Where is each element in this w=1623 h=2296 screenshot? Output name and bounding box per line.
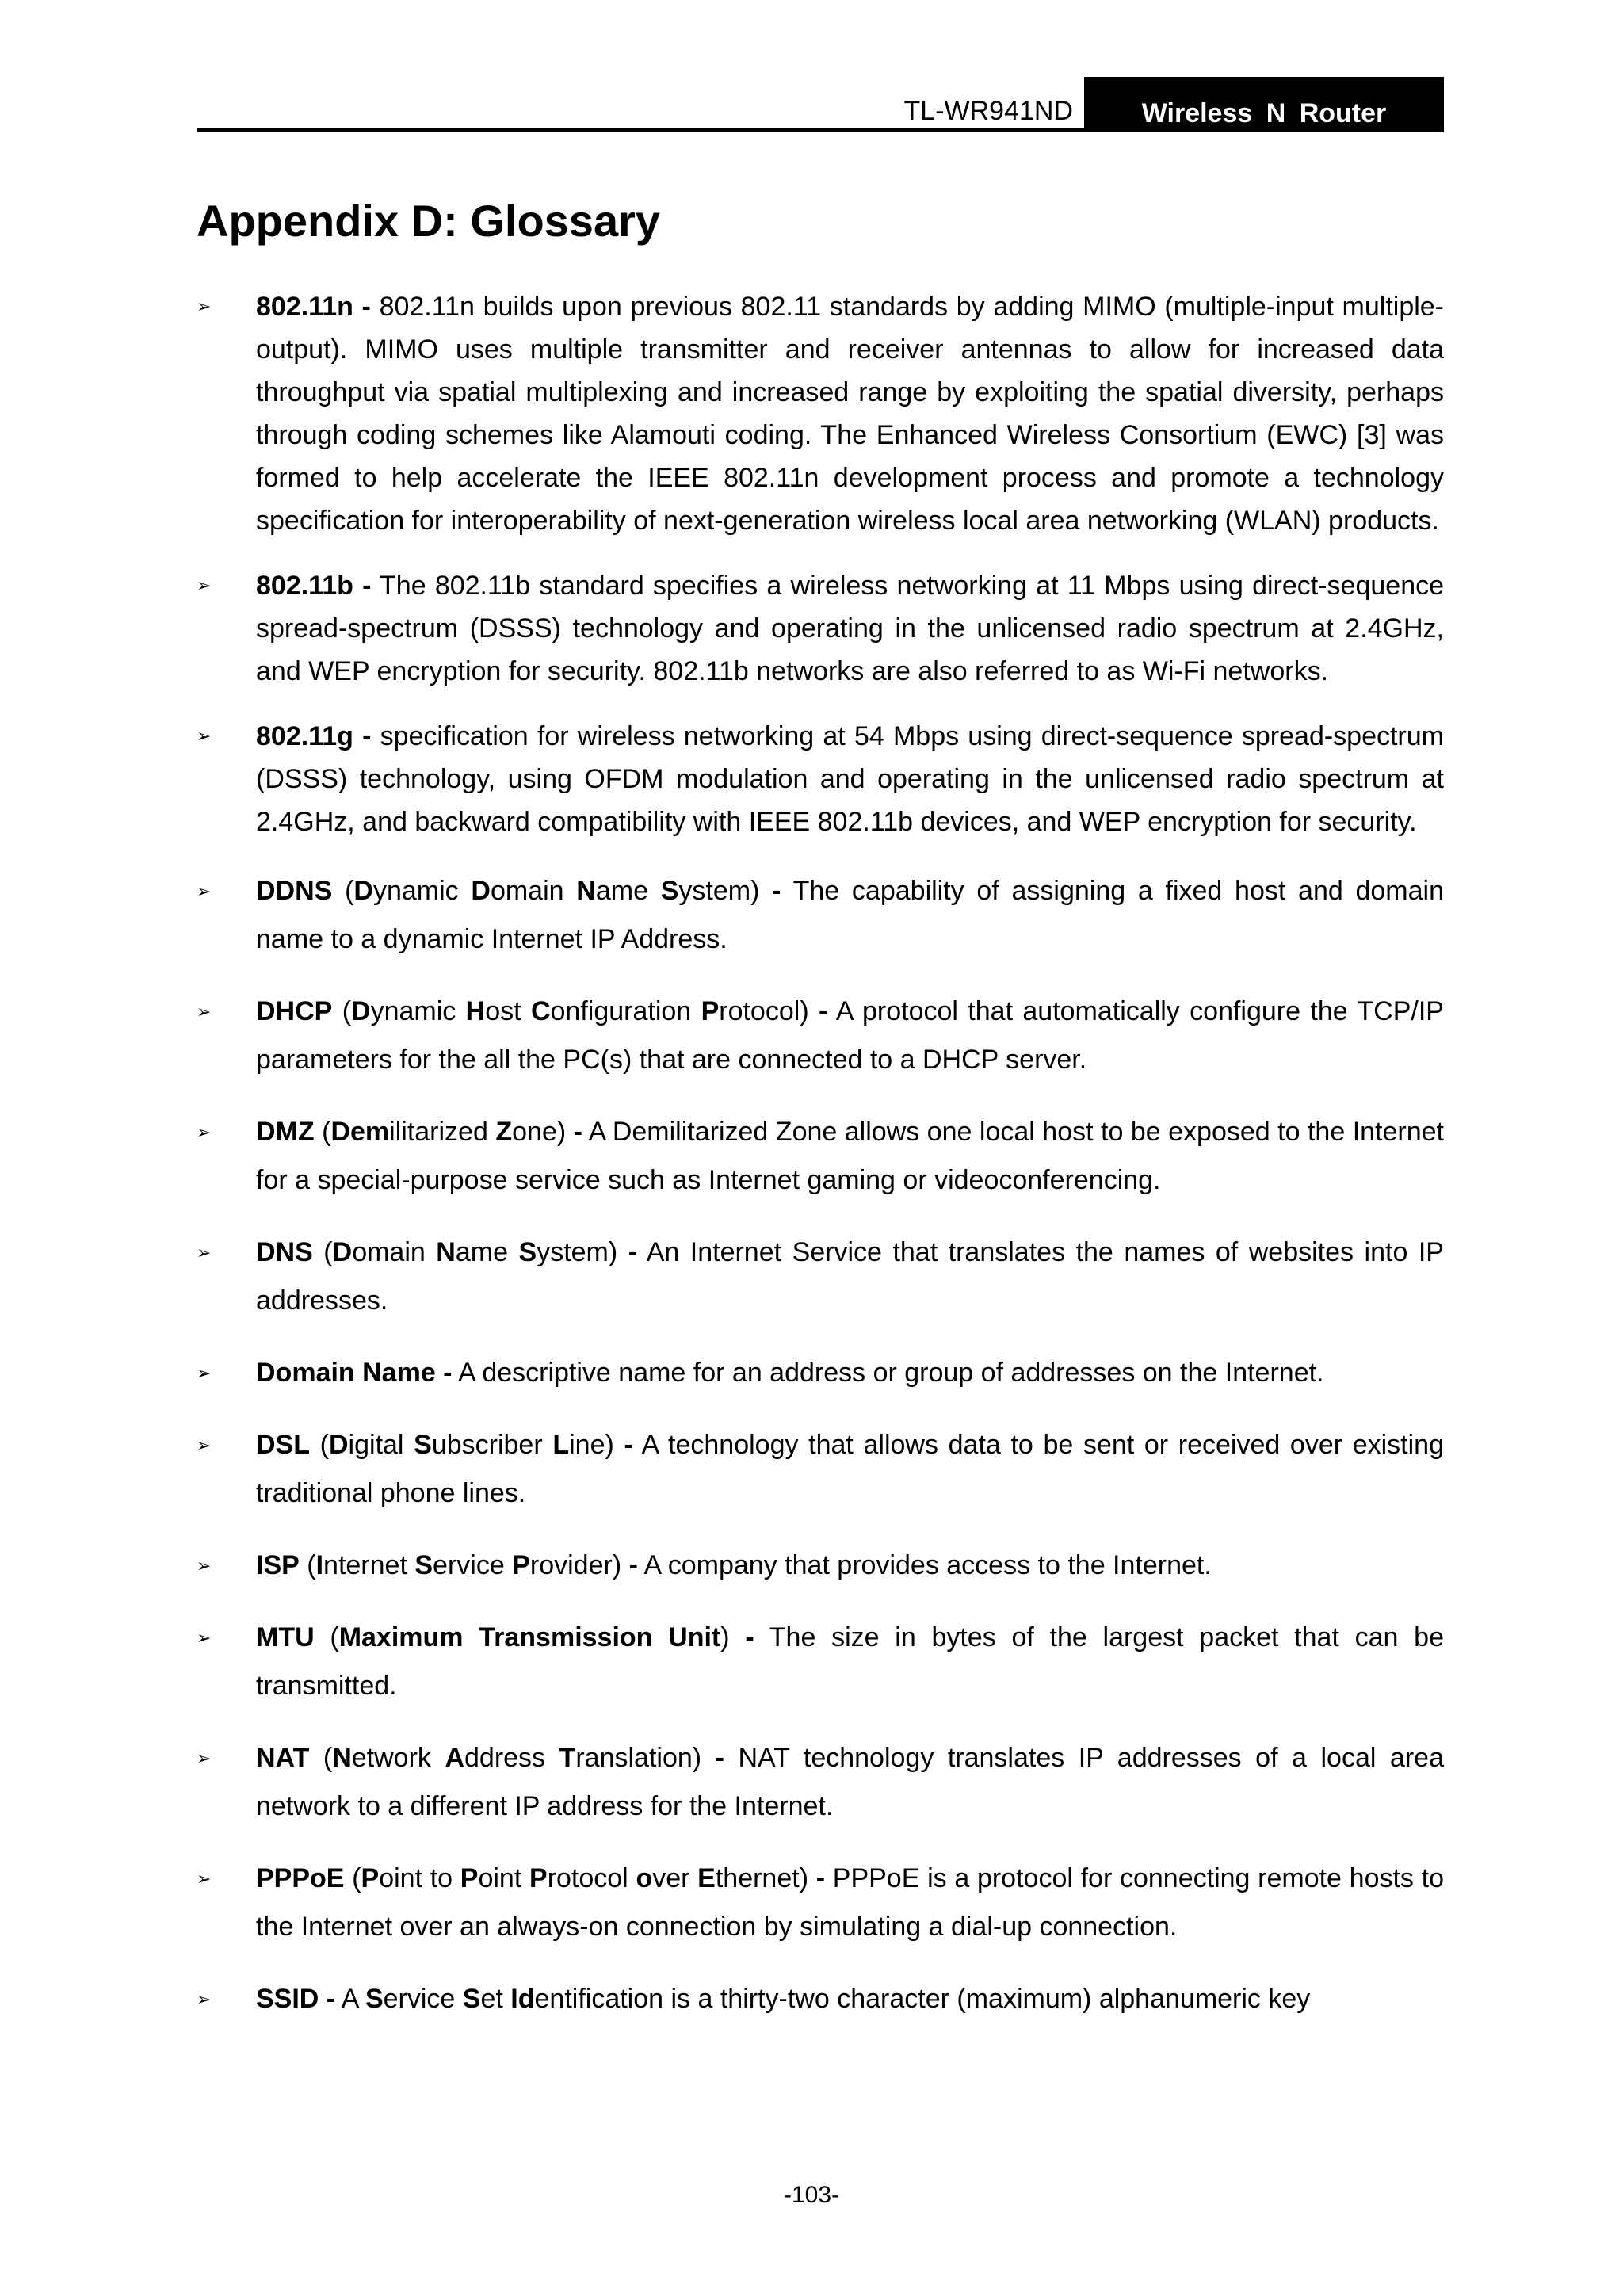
bullet-arrow-icon: ➢ — [197, 1243, 212, 1263]
definition: A descriptive name for an address or group of addresses on the Internet. — [458, 1358, 1324, 1388]
page-title: Appendix D: Glossary — [197, 196, 661, 246]
term: Domain Name - — [256, 1358, 453, 1388]
glossary-entry: ➢ DSL (Digital Subscriber Line) - A technology that allows data to be sent or received over existing traditional phone lines. — [197, 1421, 1444, 1518]
definition: A technology that allows data to be sent or received over existing traditional phone lines. — [256, 1430, 1445, 1508]
term: SSID - — [256, 1984, 336, 2014]
bullet-arrow-icon: ➢ — [197, 1122, 212, 1142]
term: DHCP — [256, 996, 333, 1026]
definition: An Internet Service that translates the names of websites into IP addresses. — [256, 1237, 1444, 1316]
page-number: -103- — [783, 2182, 840, 2208]
definition: 802.11n builds upon previous 802.11 standards by adding MIMO (multiple-input multiple-output). MIMO uses multiple transmitter and receiver antennas to allow for increased data throughput via spatial multiplexing and increased range by exploiting the spatial diversity, perhaps through coding schemes like Alamouti coding. The Enhanced Wireless Consortium (EWC) [3] was formed to help accelerate the IEEE 802.11n development process and promote a technology specification for interoperability of next-generation wireless local area networking (WLAN) products. — [256, 292, 1445, 536]
bullet-arrow-icon: ➢ — [197, 1989, 212, 2009]
glossary-list — [197, 285, 1444, 2023]
header-rule — [197, 128, 1444, 132]
term: NAT — [256, 1743, 310, 1773]
glossary-entry: ➢ DHCP (Dynamic Host Configuration Protocol) - A protocol that automatically configure the TCP/IP parameters for the all the PC(s) that are connected to a DHCP server. — [197, 988, 1444, 1084]
page-header — [197, 77, 1444, 132]
definition: is a thirty-two character (maximum) alphanumeric key — [670, 1984, 1311, 2014]
bullet-arrow-icon: ➢ — [197, 1363, 212, 1383]
bullet-arrow-icon: ➢ — [197, 726, 212, 746]
glossary-entry: ➢ PPPoE (Point to Point Protocol over Ethernet) - PPPoE is a protocol for connecting remote hosts to the Internet over an always-on connection by simulating a dial-up connection. — [197, 1855, 1444, 1951]
term: ISP — [256, 1550, 300, 1580]
definition: The size in bytes of the largest packet that can be transmitted. — [256, 1622, 1444, 1701]
bullet-arrow-icon: ➢ — [197, 575, 212, 595]
term: 802.11b - — [256, 571, 372, 601]
definition: A protocol that automatically configure the TCP/IP parameters for the all the PC(s) that are connected to a DHCP server. — [256, 996, 1444, 1075]
glossary-entry — [197, 1349, 1444, 1397]
glossary-entry: ➢ MTU (Maximum Transmission Unit) - The size in bytes of the largest packet that can be transmitted. — [197, 1614, 1444, 1710]
term: 802.11n - — [256, 292, 371, 322]
term: MTU — [256, 1622, 315, 1652]
glossary-entry: ➢ ISP (Internet Service Provider) - A company that provides access to the Internet. — [197, 1541, 1444, 1590]
glossary-entry — [197, 564, 1444, 693]
definition: A company that provides access to the Internet. — [643, 1550, 1212, 1580]
definition: specification for wireless networking at 54 Mbps using direct-sequence spread-spectrum (DSSS) technology, using OFDM modulation and operating in the unlicensed radio spectrum at 2.4GHz, and backward compatibility with IEEE 802.11b devices, and WEP encryption for security. — [256, 721, 1444, 837]
definition: The 802.11b standard specifies a wireless networking at 11 Mbps using direct-sequence spread-spectrum (DSSS) technology and operating in the unlicensed radio spectrum at 2.4GHz, and WEP encryption for security. 802.11b networks are also referred to as Wi-Fi networks. — [256, 571, 1445, 686]
glossary-entry: ➢ NAT (Network Address Translation) - NAT technology translates IP addresses of a local area network to a different IP address for the Internet. — [197, 1734, 1444, 1831]
bullet-arrow-icon: ➢ — [197, 1556, 212, 1576]
glossary-entry: ➢ DNS (Domain Name System) - An Internet Service that translates the names of websites into IP addresses. — [197, 1228, 1444, 1325]
term: PPPoE — [256, 1863, 345, 1893]
bullet-arrow-icon: ➢ — [197, 881, 212, 901]
bullet-arrow-icon: ➢ — [197, 1435, 212, 1455]
header-model: TL-WR941ND — [903, 96, 1073, 126]
term: DNS — [256, 1237, 313, 1267]
definition: The capability of assigning a fixed host and domain name to a dynamic Internet IP Address. — [256, 876, 1444, 954]
term: DSL — [256, 1430, 310, 1460]
definition: NAT technology translates IP addresses of a local area network to a different IP address for the Internet. — [256, 1743, 1444, 1821]
glossary-entry — [197, 715, 1444, 843]
bullet-arrow-icon: ➢ — [197, 296, 212, 316]
glossary-entry: ➢ SSID - A Service Set Identification is a thirty-two character (maximum) alphanumeric key — [197, 1975, 1444, 2023]
bullet-arrow-icon: ➢ — [197, 1002, 212, 1022]
glossary-entry — [197, 285, 1444, 542]
bullet-arrow-icon: ➢ — [197, 1869, 212, 1889]
definition: PPPoE is a protocol for connecting remote hosts to the Internet over an always-on connection by simulating a dial-up connection. — [256, 1863, 1444, 1942]
bullet-arrow-icon: ➢ — [197, 1748, 212, 1768]
term: 802.11g - — [256, 721, 372, 751]
term: DDNS — [256, 876, 333, 906]
glossary-entry: ➢ DMZ (Demilitarized Zone) - A Demilitarized Zone allows one local host to be exposed to the Internet for a special-purpose service such as Internet gaming or videoconferencing. — [197, 1108, 1444, 1205]
header-product: Wireless N Router — [1084, 77, 1444, 132]
glossary-entry: ➢ DDNS (Dynamic Domain Name System) - The capability of assigning a fixed host and domain name to a dynamic Internet IP Address. — [197, 867, 1444, 964]
bullet-arrow-icon: ➢ — [197, 1628, 212, 1648]
term: DMZ — [256, 1117, 315, 1147]
definition: A Demilitarized Zone allows one local host to be exposed to the Internet for a special-purpose service such as Internet gaming or videoconferencing. — [256, 1117, 1444, 1195]
